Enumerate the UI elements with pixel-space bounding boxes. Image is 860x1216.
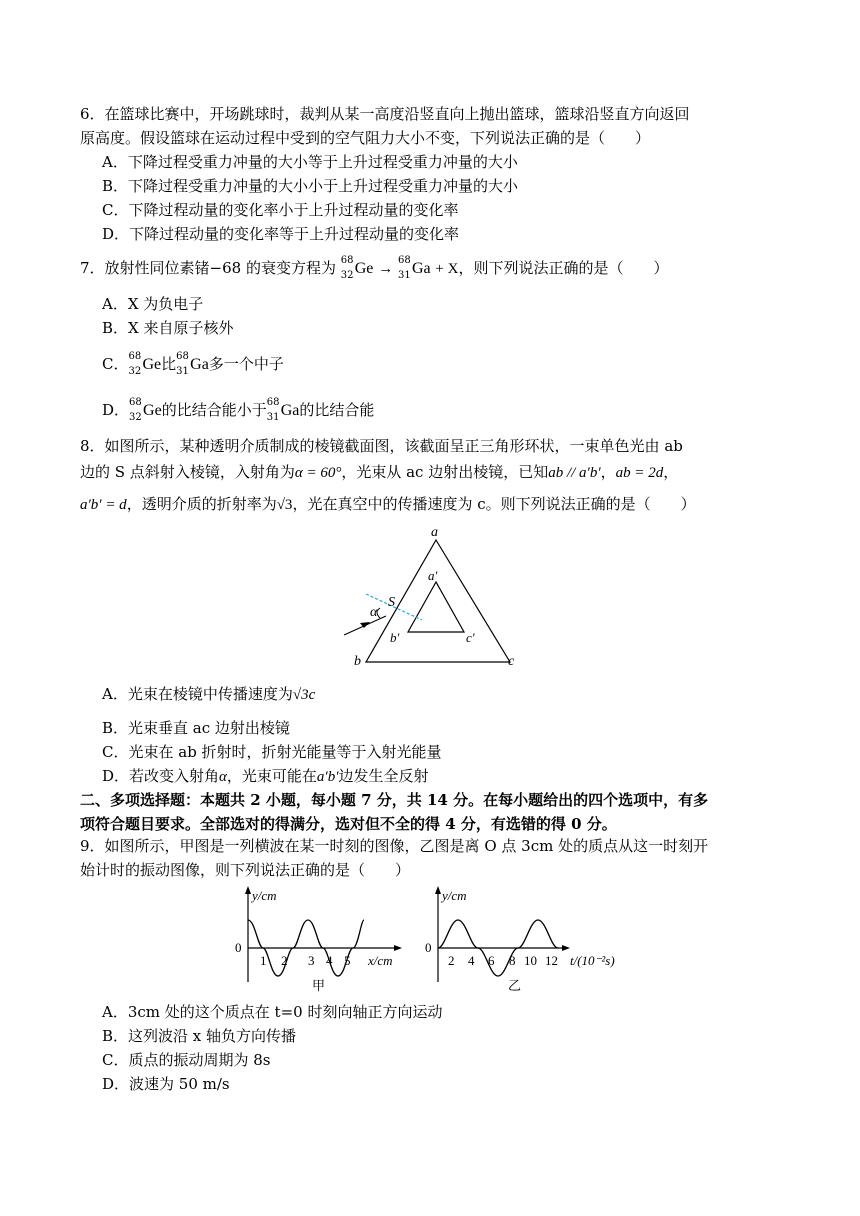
q9-option-a: A．3cm 处的这个质点在 t=0 时刻向轴正方向运动 bbox=[102, 1003, 443, 1021]
q9-stem-line2: 始计时的振动图像，则下列说法正确的是（ ） bbox=[80, 861, 411, 879]
graph-yi-origin: 0 bbox=[425, 940, 432, 955]
q6-option-c: C．下降过程动量的变化率小于上升过程动量的变化率 bbox=[102, 201, 459, 219]
q7-stem-pre: 7．放射性同位素锗−68 的衰变方程为 bbox=[80, 259, 336, 277]
angle-arc bbox=[377, 608, 380, 618]
graph-jia-tick-4: 4 bbox=[326, 953, 333, 968]
label-c: c bbox=[508, 654, 515, 669]
graph-yi-tick-2: 2 bbox=[448, 953, 455, 968]
q6-option-a: A．下降过程受重力冲量的大小等于上升过程受重力冲量的大小 bbox=[102, 153, 518, 171]
graph-jia-tick-2: 2 bbox=[281, 953, 288, 968]
graph-jia-tick-1: 1 bbox=[260, 953, 267, 968]
graph-yi-tick-10: 10 bbox=[524, 953, 537, 968]
y-axis-arrow bbox=[245, 886, 251, 894]
section2-heading-line2: 项符合题目要求。全部选对的得满分，选对但不全的得 4 分，有选错的得 0 分。 bbox=[80, 815, 617, 833]
q9-option-d: D．波速为 50 m/s bbox=[102, 1075, 230, 1093]
label-a: a bbox=[431, 525, 438, 540]
q6-stem-line2: 原高度。假设篮球在运动过程中受到的空气阻力大小不变，下列说法正确的是（ ） bbox=[80, 129, 651, 147]
nuclide-ge: 68 32 Ge bbox=[129, 397, 162, 423]
graph-jia-tick-5: 5 bbox=[344, 953, 351, 968]
q7-stem-post: ，则下列说法正确的是（ ） bbox=[458, 259, 669, 277]
x-axis-arrow bbox=[394, 945, 402, 951]
label-a-prime: a′ bbox=[428, 568, 438, 583]
q8-stem-line3: a′b′ = d，透明介质的折射率为√3，光在真空中的传播速度为 c。则下列说法正确的是（ ） bbox=[80, 495, 696, 513]
graph-jia-xlabel: x/cm bbox=[368, 953, 393, 968]
label-s: S bbox=[388, 595, 395, 610]
graph-yi-tick-8: 8 bbox=[509, 953, 516, 968]
q8-option-b: B．光束垂直 ac 边射出棱镜 bbox=[102, 719, 290, 737]
label-c-prime: c′ bbox=[466, 630, 475, 645]
inner-triangle bbox=[408, 582, 464, 632]
graph-jia-ylabel: y/cm bbox=[252, 888, 277, 903]
q6-option-b: B．下降过程受重力冲量的大小小于上升过程受重力冲量的大小 bbox=[102, 177, 519, 195]
section2-heading-line1: 二、多项选择题：本题共 2 小题，每小题 7 分，共 14 分。在每小题给出的四个选项中，有多 bbox=[80, 791, 709, 809]
q7-option-b: B．X 来自原子核外 bbox=[102, 319, 234, 337]
graph-jia-origin: 0 bbox=[235, 940, 242, 955]
q9-stem-line1: 9．如图所示，甲图是一列横波在某一时刻的图像，乙图是离 O 点 3cm 处的质点从这一时刻开 bbox=[80, 837, 709, 855]
q8-stem-line2: 边的 S 点斜射入棱镜，入射角为α = 60°，光束从 ac 边射出棱镜，已知ab // a′b′，ab = 2d， bbox=[80, 463, 679, 481]
label-b-prime: b′ bbox=[390, 630, 400, 645]
graph-yi-tick-4: 4 bbox=[468, 953, 475, 968]
q6-stem-line1: 6．在篮球比赛中，开场跳球时，裁判从某一高度沿竖直向上抛出篮球，篮球沿竖直方向返回 bbox=[80, 105, 690, 123]
plus-x: + X bbox=[435, 261, 459, 277]
t-axis-arrow bbox=[562, 945, 570, 951]
label-alpha: α bbox=[370, 605, 378, 620]
graph-yi bbox=[420, 882, 640, 994]
nuclide-ga: 68 31 Ga bbox=[266, 397, 300, 423]
nuclide-ga: 68 31 Ga bbox=[176, 351, 209, 377]
q7-stem bbox=[80, 255, 669, 281]
q7-option-c: C． 68 32 Ge比 68 31 Ga多一个中子 bbox=[102, 351, 284, 377]
graph-yi-caption: 乙 bbox=[508, 978, 522, 993]
q9-option-c: C．质点的振动周期为 8s bbox=[102, 1051, 271, 1069]
q6-option-d: D．下降过程动量的变化率等于上升过程动量的变化率 bbox=[102, 225, 460, 243]
q7-option-a: A．X 为负电子 bbox=[102, 295, 204, 313]
q8-stem-line1: 8．如图所示，某种透明介质制成的棱镜截面图，该截面呈正三角形环状，一束单色光由 ab bbox=[80, 437, 683, 455]
graph-jia-caption: 甲 bbox=[312, 978, 326, 993]
y-axis-arrow bbox=[435, 886, 441, 894]
graph-yi-xlabel: t/(10⁻²s) bbox=[570, 953, 615, 968]
label-b: b bbox=[354, 654, 361, 669]
graph-jia-tick-3: 3 bbox=[308, 953, 315, 968]
graph-yi-tick-12: 12 bbox=[545, 953, 558, 968]
q9-option-b: B．这列波沿 x 轴负方向传播 bbox=[102, 1027, 297, 1045]
graph-yi-tick-6: 6 bbox=[488, 953, 495, 968]
q8-option-d: D．若改变入射角α，光束可能在a′b′边发生全反射 bbox=[102, 767, 429, 785]
q7-option-d: D． 68 32 Ge的比结合能小于 68 31 Ga的比结合能 bbox=[102, 397, 375, 423]
nuclide-ge: 68 32 Ge bbox=[128, 351, 162, 377]
prism-figure bbox=[330, 522, 530, 672]
graph-yi-ylabel: y/cm bbox=[442, 888, 467, 903]
graph-jia bbox=[230, 882, 410, 994]
decay-arrow: → bbox=[378, 261, 394, 277]
q8-option-a: A．光束在棱镜中传播速度为√3c bbox=[102, 685, 316, 703]
q8-option-c: C．光束在 ab 折射时，折射光能量等于入射光能量 bbox=[102, 743, 442, 761]
nuclide-ga: 68 31 Ga bbox=[397, 255, 431, 281]
nuclide-ge: 68 32 Ge bbox=[340, 255, 374, 281]
